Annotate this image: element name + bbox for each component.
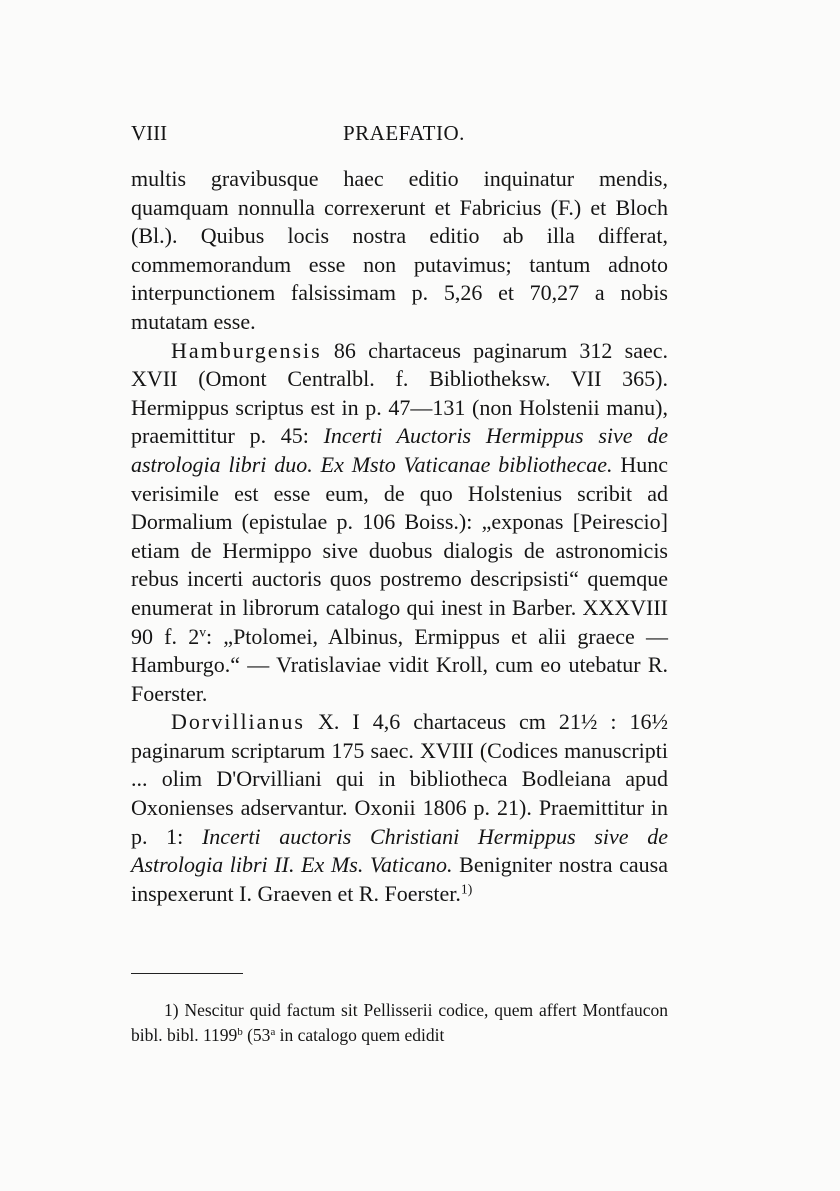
superscript: v <box>199 624 207 639</box>
paragraph-text: Hunc verisimile est esse eum, de quo Holstenius scribit ad Dormalium (epistulae p. 106 Boiss.): „exponas [Peirescio] etiam de Hermippo sive duobus dialogis de astronomicis rebus incerti auctoris quos postremo descripsisti“ quemque enumerat in librorum catalogo qui inest in Barber. XXXVIII 90 f. 2 <box>131 451 668 649</box>
footnote <box>131 998 668 1048</box>
line-2: quamquam nonnulla correxerunt et Fabricius (F.) et <box>131 194 607 220</box>
paragraph-text: Benigniter nostra causa inspexerunt I. Graeven et R. Foerster. <box>131 852 668 906</box>
footnote-reference: 1) <box>460 881 473 897</box>
paragraph-dorvillianus <box>131 708 668 908</box>
paragraph-text: paginarum scriptarum 175 saec. XVIII (Codices manuscripti ... olim D'Orvilliani qui in bibliotheca Bodleiana apud Oxonienses adservantur. Oxonii 1806 p. 21). Praemittitur in p. 1: <box>131 737 668 849</box>
running-title: PRAEFATIO. <box>343 121 465 145</box>
paragraph-1 <box>131 165 668 337</box>
main-text <box>131 165 668 908</box>
footnote-part: in catalogo quem edidit <box>275 1025 445 1045</box>
paragraph-text: X. I 4,6 chartaceus cm <box>305 709 559 735</box>
dimensions-fraction: 21½ : 16½ <box>558 709 668 735</box>
manuscript-name: Hamburgensis <box>171 337 322 363</box>
line-4: commemorandum esse non putavimus; tantum adnoto <box>131 251 668 277</box>
superscript: b <box>237 1026 243 1039</box>
line-1: multis gravibusque haec editio inquinatur mendis, <box>131 166 668 191</box>
page-number: VIII <box>131 121 168 145</box>
line-5: interpunctionem falsissimam p. 5,26 et 70,27 a nobis <box>131 280 668 306</box>
superscript: a <box>270 1026 276 1039</box>
italic-title: Incerti Auctoris Hermippus sive de astrologia libri duo. Ex Msto Vaticanae bibliothecae. <box>131 423 668 477</box>
paragraph-text: : „Ptolomei, Albinus, Ermippus et alii graece — Hamburgo.“ — Vratislaviae vidit Kroll, cum eo utebatur R. Foerster. <box>131 623 669 706</box>
italic-title: Incerti auctoris Christiani Hermippus sive de Astrologia libri II. Ex Ms. Vaticano. <box>131 823 668 878</box>
line-6: mutatam esse. <box>131 308 256 334</box>
footnote-separator <box>131 973 243 974</box>
footnote-part: 1) Nescitur quid factum sit Pellisserii codice, quem affert Montfaucon bibl. bibl. 1199 <box>131 1000 668 1045</box>
manuscript-name: Dorvillianus <box>171 709 305 735</box>
paragraph-hamburgensis <box>131 337 668 709</box>
footnote-part: (53 <box>242 1025 271 1045</box>
footnote-text <box>131 998 668 1048</box>
line-3: Bloch (Bl.). Quibus locis nostra editio ab illa differat, <box>131 194 669 249</box>
paragraph-text: 86 chartaceus paginarum 312 saec. XVII (Omont Centralbl. f. Bibliotheksw. VII 365). Hermippus scriptus est in p. 47—131 (non Holstenii manu), praemittitur p. 45: <box>131 337 668 449</box>
